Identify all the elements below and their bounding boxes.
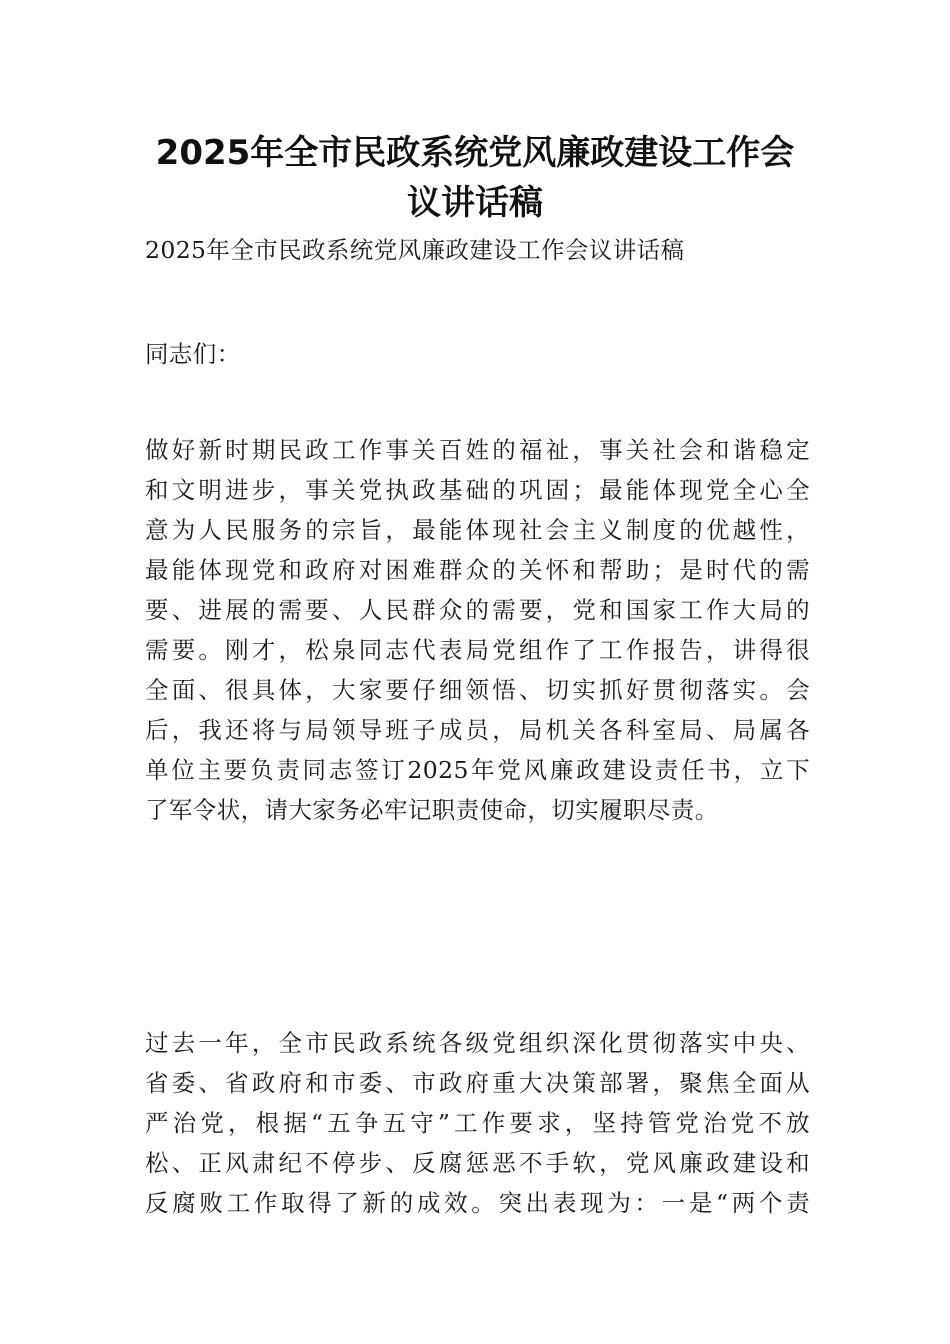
document-title — [120, 128, 830, 228]
paragraph-line: 松、正风肃纪不停步、反腐惩恶不手软，党风廉政建设和 — [145, 1149, 810, 1177]
paragraph-line: 了军令状，请大家务必牢记职责使命，切实履职尽责。 — [145, 796, 719, 824]
paragraph-line: 和文明进步，事关党执政基础的巩固；最能体现党全心全 — [145, 476, 810, 504]
paragraph-1 — [145, 430, 810, 830]
title-line-2: 议讲话稿 — [407, 183, 543, 223]
paragraph-line: 单位主要负责同志签订2025年党风廉政建设责任书，立下 — [145, 756, 810, 784]
paragraph-line: 意为人民服务的宗旨，最能体现社会主义制度的优越性， — [145, 516, 810, 544]
paragraph-line: 过去一年，全市民政系统各级党组织深化贯彻落实中央、 — [145, 1029, 810, 1057]
paragraph-2 — [145, 1023, 810, 1223]
paragraph-line: 需要。刚才，松泉同志代表局党组作了工作报告，讲得很 — [145, 636, 810, 664]
salutation: 同志们： — [145, 340, 241, 368]
paragraph-line: 全面、很具体，大家要仔细领悟、切实抓好贯彻落实。会 — [145, 676, 810, 704]
title-line-1: 2025年全市民政系统党风廉政建设工作会 — [155, 133, 795, 173]
paragraph-line: 要、进展的需要、人民群众的需要，党和国家工作大局的 — [145, 596, 810, 624]
paragraph-line: 最能体现党和政府对困难群众的关怀和帮助；是时代的需 — [145, 556, 810, 584]
paragraph-line: 反腐败工作取得了新的成效。突出表现为：一是“两个责 — [145, 1189, 810, 1217]
paragraph-line: 做好新时期民政工作事关百姓的福祉，事关社会和谐稳定 — [145, 436, 810, 464]
paragraph-line: 后，我还将与局领导班子成员，局机关各科室局、局属各 — [145, 716, 810, 744]
paragraph-line: 严治党，根据“五争五守”工作要求，坚持管党治党不放 — [145, 1109, 810, 1137]
paragraph-line: 省委、省政府和市委、市政府重大决策部署，聚焦全面从 — [145, 1069, 810, 1097]
document-subtitle: 2025年全市民政系统党风廉政建设工作会议讲话稿 — [145, 236, 685, 264]
